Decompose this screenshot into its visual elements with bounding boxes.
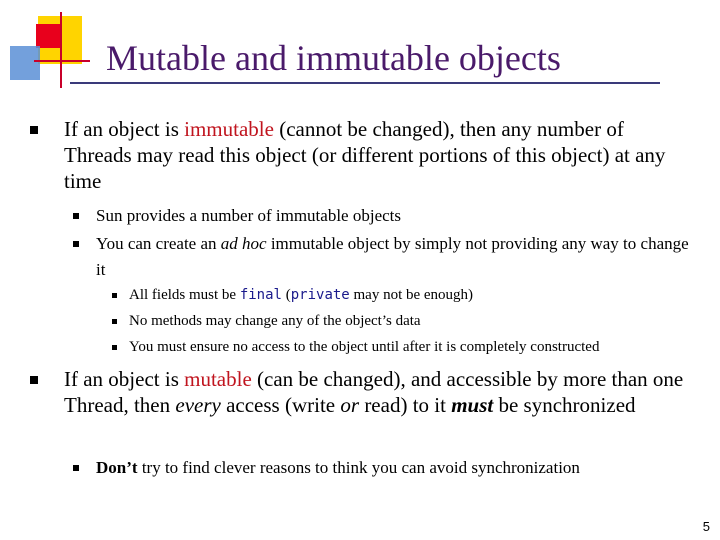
text-run: be synchronized <box>493 393 636 417</box>
text-run: You must ensure no access to the object until after it is completely constructed <box>129 339 600 355</box>
text-run: immutable object by simply not providing any way to change it <box>96 234 689 279</box>
bullet-mutable <box>64 366 694 418</box>
page-title: Mutable and immutable objects <box>106 38 561 78</box>
logo-vertical-line <box>60 12 62 88</box>
bold-italic-must: must <box>451 393 494 417</box>
sub-bullet-ad-hoc <box>96 231 696 283</box>
italic-or: or <box>340 393 360 417</box>
page-number: 5 <box>702 519 710 534</box>
emphasis-immutable: immutable <box>184 117 274 141</box>
text-run: Sun provides a number of immutable objects <box>96 206 401 225</box>
text-run: access (write <box>220 393 341 417</box>
sub-sub-bullet-final <box>129 282 473 308</box>
text-run: No methods may change any of the object’s data <box>129 313 421 329</box>
sub-bullet-sun <box>96 203 696 229</box>
code-private: private <box>290 287 350 303</box>
text-run: (can be changed), and accessible by more than one Thread, then <box>64 367 684 417</box>
sub-bullet-dont <box>96 455 696 481</box>
text-run: All fields must be <box>129 287 240 303</box>
text-run: may not be enough) <box>349 287 474 303</box>
bold-dont: Don’t <box>96 458 138 477</box>
code-final: final <box>239 287 282 303</box>
bullet-marker <box>112 293 117 298</box>
corner-logo <box>0 0 90 95</box>
text-run: If an object is <box>64 367 185 391</box>
bullet-marker <box>30 126 38 134</box>
logo-red-square <box>36 24 60 48</box>
text-run: try to find clever reasons to think you can avoid synchronization <box>137 458 580 477</box>
text-run: (cannot be changed), then any number of Threads may read this object (or different portions of this object) at any time <box>64 117 666 193</box>
bullet-marker <box>73 241 79 247</box>
sub-sub-bullet-no-methods <box>129 308 421 334</box>
text-run: If an object is <box>64 117 185 141</box>
sub-sub-bullet-no-access <box>129 334 599 360</box>
logo-horizontal-line <box>34 60 90 62</box>
text-run: read) to it <box>359 393 452 417</box>
bullet-marker <box>30 376 38 384</box>
emphasis-mutable: mutable <box>184 367 252 391</box>
title-underline <box>70 82 660 84</box>
text-run: You can create an <box>96 234 221 253</box>
bullet-marker <box>73 465 79 471</box>
bullet-marker <box>112 319 117 324</box>
italic-every: every <box>175 393 221 417</box>
logo-blue-square <box>10 46 40 80</box>
bullet-marker <box>73 213 79 219</box>
bullet-marker <box>112 345 117 350</box>
text-run: ( <box>281 287 291 303</box>
italic-ad-hoc: ad hoc <box>220 234 267 253</box>
bullet-immutable <box>64 116 694 194</box>
